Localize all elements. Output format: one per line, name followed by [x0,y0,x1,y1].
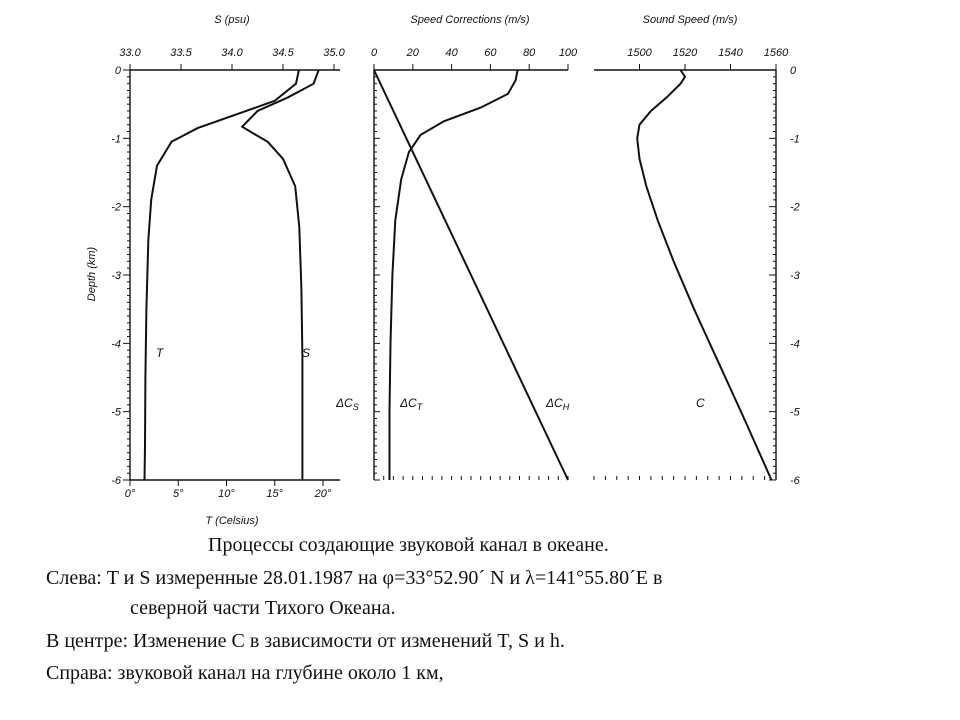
right-depth-tick--1: -1 [790,133,800,146]
salinity-label: S [302,346,311,360]
center-panel [335,14,578,480]
delta-cs-label [335,396,359,412]
sound-speed-tick-1560: 1560 [763,47,789,59]
temperature-tick-0: 0° [124,488,136,500]
sound-speed-tick-1520: 1520 [672,47,698,59]
temperature-tick-15: 15° [266,488,284,500]
right-depth-tick-0: 0 [790,65,797,77]
delta-ch-curve [374,70,568,480]
right-depth-tick--5: -5 [790,406,800,419]
caption-right: Справа: звуковой канал на глубине около 1 км, [46,662,444,684]
salinity-tick-34.5: 34.5 [272,47,294,59]
right-depth-tick--6: -6 [790,475,800,487]
correction-tick-40: 40 [445,47,458,59]
caption-left-line-2: северной части Тихого Океана. [130,597,396,619]
temperature-curve [145,70,299,480]
temperature-tick-5: 5° [172,488,184,500]
delta-ct-label [399,396,424,412]
caption-title: Процессы создающие звуковой канал в океане. [208,534,609,556]
caption-center: В центре: Изменение C в зависимости от изменений T, S и h. [46,630,565,652]
salinity-curve [242,70,319,480]
left-top-tick-labels [119,47,345,70]
salinity-tick-35.0: 35.0 [323,47,345,59]
left-depth-tick--6: -6 [111,475,121,487]
salinity-tick-34.0: 34.0 [221,47,243,59]
correction-tick-20: 20 [406,47,419,59]
right-panel [594,14,801,487]
temperature-tick-10: 10° [218,488,235,500]
left-top-axis-title: S (psu) [214,14,250,26]
delta-ch-main: ΔC [546,396,563,410]
left-panel [86,14,346,527]
caption-left-line-1: Слева: T и S измеренные 28.01.1987 на φ=33°52.90´ N и λ=141°55.80´E в [46,567,663,589]
delta-ct-curve [390,70,518,480]
center-top-axis-title: Speed Corrections (m/s) [410,14,530,26]
right-depth-tick--4: -4 [790,338,800,351]
right-depth-tick--3: -3 [790,270,800,282]
sound-speed-tick-1540: 1540 [718,47,743,59]
right-minor-ticks [594,70,776,480]
temperature-label: T [156,346,164,360]
left-depth-tick--3: -3 [111,270,121,282]
delta-cs-sub: S [352,402,359,412]
left-panel-axes [130,70,340,480]
right-depth-tick--2: -2 [790,201,800,214]
right-top-tick-labels [627,47,789,70]
delta-ct-main: ΔC [400,396,417,410]
right-panel-axes [594,70,776,480]
left-depth-tick--4: -4 [111,338,121,351]
right-top-axis-title: Sound Speed (m/s) [642,14,738,26]
depth-axis-title: Depth (km) [86,246,98,302]
delta-ct-sub: T [416,402,423,412]
left-depth-tick--1: -1 [111,133,121,146]
left-depth-tick-labels [111,65,122,487]
salinity-tick-33.5: 33.5 [170,47,192,59]
sound-speed-tick-1500: 1500 [627,47,652,59]
salinity-tick-33.0: 33.0 [119,47,141,59]
left-depth-tick--5: -5 [111,406,121,419]
left-depth-tick--2: -2 [111,201,121,214]
delta-cs-main: ΔC [336,396,353,410]
temperature-tick-20: 20° [314,488,332,500]
left-bottom-tick-labels [125,480,332,500]
left-depth-tick-0: 0 [114,65,121,77]
sound-speed-curve [637,70,771,480]
delta-ch-label [545,396,570,412]
delta-ch-sub: H [562,402,570,412]
correction-tick-60: 60 [484,47,497,59]
correction-tick-80: 80 [523,47,536,59]
left-bottom-axis-title: T (Celsius) [205,515,259,527]
right-depth-tick-labels [790,65,801,487]
left-minor-ticks [123,70,130,480]
center-top-tick-labels [371,47,578,70]
sound-speed-label: C [696,396,705,410]
correction-tick-100: 100 [558,47,578,59]
correction-tick-0: 0 [370,47,378,59]
